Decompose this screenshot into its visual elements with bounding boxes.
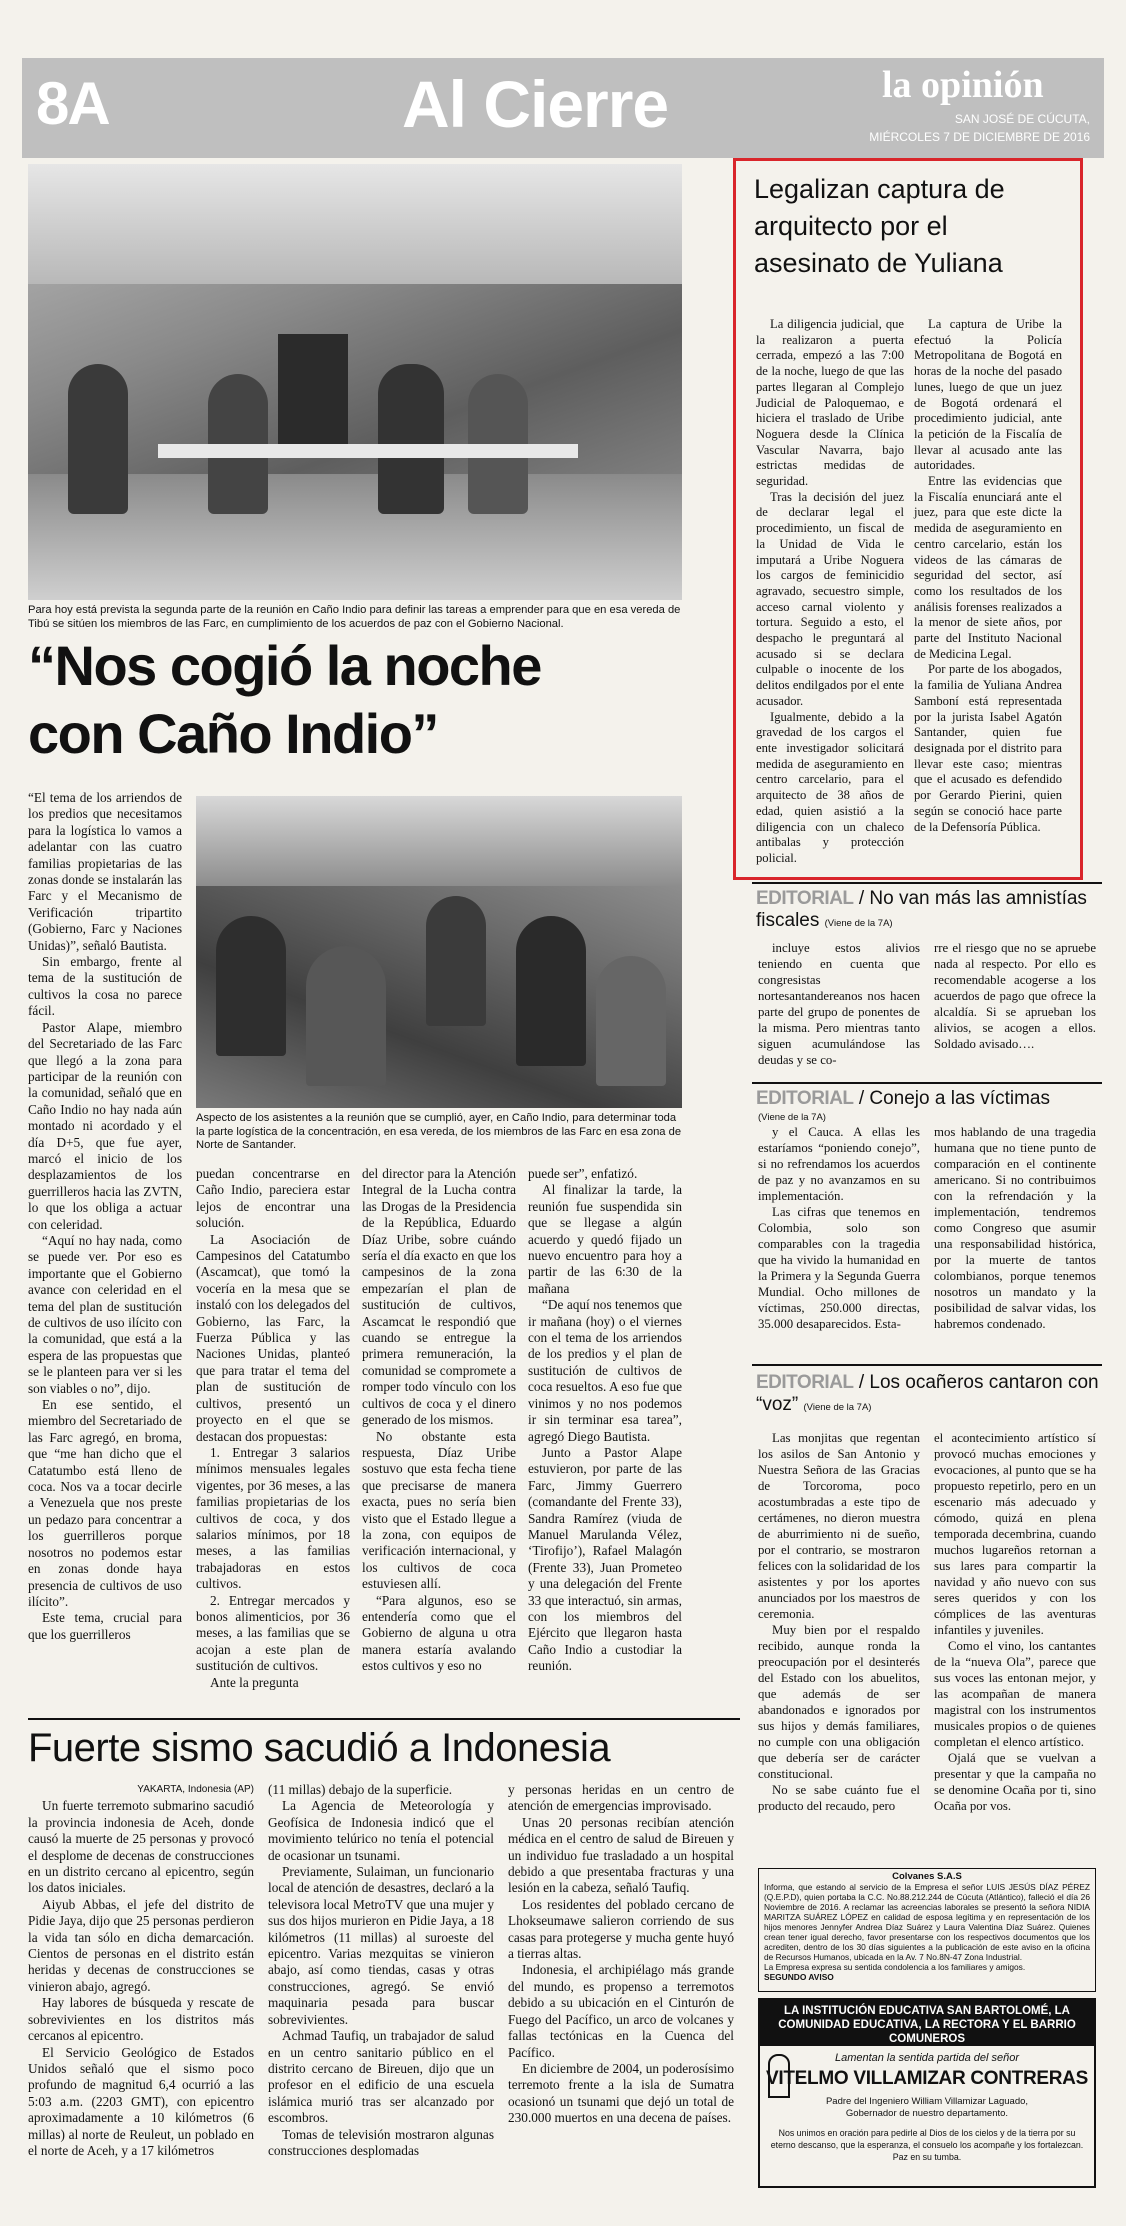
- paragraph: “Aquí no hay nada, como se puede ver. Por eso es importante que el Gobierno avance con celeridad en el tema del plan de sustitución de cultivos de uso ilícito con la comunidad, que está a la espera de las propuestas que se le planteen para ver si les son viables o no”, dijo.: [28, 1232, 182, 1396]
- notice1-title: Colvanes S.A.S: [892, 1871, 962, 1882]
- notice2-line2: COMUNIDAD EDUCATIVA, LA RECTORA Y EL BARRIO: [778, 2019, 1076, 2031]
- editorial2-header: [756, 1088, 1102, 1110]
- notice2-prayer1: Nos unimos en oración para pedirle al Dios de los cielos y de la tierra por su: [778, 2128, 1076, 2138]
- sidebar-headline: Legalizan captura de arquitecto por el asesinato de Yuliana: [754, 174, 1005, 278]
- divider: [752, 1082, 1102, 1084]
- paragraph: Igualmente, debido a la gravedad de los cargos el ente investigador solicitará medida de aseguramiento en centro carcelario, para el arquitecto de 38 años de edad, quien asistió a la diligencia con un chaleco antibalas y protección policial.: [756, 709, 904, 865]
- paragraph: Un fuerte terremoto submarino sacudió la provincia indonesia de Aceh, donde causó la muerte de 25 personas y provocó el desplome de decenas de construcciones en un distrito cercano al epicentro, según los datos iniciales.: [28, 1798, 254, 1896]
- paragraph: rre el riesgo que no se apruebe nada al respecto. Por ello es recomendable acogerse a los acuerdos de pago que ofrece la alcaldía. Si se aprueban los alivios, se acogen a ellos. Soldado avisado….: [934, 941, 1096, 1051]
- divider: [28, 1718, 740, 1720]
- paragraph: 1. Entregar 3 salarios mínimos mensuales legales vigentes, por 36 meses, a las familias propietarias de los cultivos de coca, y dos salarios mínimos, por 18 meses, a las familias trabajadoras en estos cultivos.: [196, 1444, 350, 1592]
- paragraph: Tras la decisión del juez de declarar legal el procedimiento, un fiscal de la Unidad de Vida le imputará a Uribe Noguera los cargos de feminicidio agravado, secuestro simple, acceso carnal violento y tortura. Seguido a esto, el despacho le preguntará al acusado si se declara culpable o inocente de los delitos endilgados por el ente acusador.: [756, 489, 904, 708]
- indonesia-column-3: [508, 1782, 734, 2127]
- paragraph: Aiyub Abbas, el jefe del distrito de Pidie Jaya, dijo que 25 personas perdieron la vida tan sólo en dicha demarcación. Cientos de personas en el distrito están heridas y decenas de construcciones se vinieron abajo, agregó.: [28, 1896, 254, 1994]
- notice1-aviso: SEGUNDO AVISO: [764, 1972, 834, 1982]
- main-story-column-3: [362, 1166, 516, 1675]
- paragraph: Tomas de televisión mostraron algunas construcciones desplomadas: [268, 2126, 494, 2158]
- editorial1-title-a: / No van más las amnistías: [858, 888, 1087, 909]
- indonesia-column-2: [268, 1782, 494, 2159]
- paragraph: La Asociación de Campesinos del Catatumbo (Ascamcat), que tomó la vocería en la mesa que se instaló con los delegados del Gobierno, las Farc, la Fuerza Pública y las Naciones Unidas, planteó que para tratar el tema del plan de sustitución de cultivos, presentó un proyecto en el que se destacan dos propuestas:: [196, 1231, 350, 1444]
- colvanes-notice: [758, 1868, 1096, 1992]
- paragraph: puede ser”, enfatizó.: [528, 1166, 638, 1181]
- paragraph: Los residentes del poblado cercano de Lhokseumawe salieron corriendo de sus casas para protegerse y mucha gente huyó a tierras altas.: [508, 1896, 734, 1962]
- indonesia-column-1: [28, 1782, 254, 2159]
- main-story-column-1: [28, 790, 182, 1643]
- paragraph: Por parte de los abogados, la familia de Yuliana Andrea Samboní está representada por la jurista Isabel Agatón Santander, quien fue designada por el distrito para llevar este caso; mientras que el acusado es defendido por Gerardo Pierini, quien según se conoció hace parte de la Defensoría Pública.: [914, 662, 1062, 834]
- paragraph: La diligencia judicial, que la realizaron a puerta cerrada, empezó a las 7:00 de la noche, luego de que las partes llegaran al Complejo Judicial de Paloquemao, e hiciera el traslado de Uribe Noguera desde la Clínica Vascular Navarra, bajo estrictas medidas de seguridad.: [756, 317, 904, 489]
- paragraph: Unas 20 personas recibían atención médica en el centro de salud de Bireuen y un individuo fue trasladado a un hospital debido a que presentaba fracturas y una lesión en la cabeza, señaló Taufiq.: [508, 1814, 734, 1896]
- main-story-column-2: [196, 1166, 350, 1691]
- paragraph: el acontecimiento artístico sí provocó muchas emociones y evocaciones, al punto que se ha propuesto repetirlo, pero en un escenario más adecuado y cómodo, quizá en plena temporada decembrina, cuando muchos lugareños retornan a sus lares para compartir la navidad y año nuevo con sus seres queridos y con los cómplices de las aventuras infantiles y juveniles.: [934, 1431, 1096, 1637]
- paragraph: No obstante esta respuesta, Díaz Uribe sostuvo que esta fecha tiene que precisarse de manera exacta, pues no sería bien visto que el Estado llegue a la zona, con equipos de verificación internacional, y los cultivos de coca estuviesen allí.: [362, 1428, 516, 1592]
- indonesia-headline: Fuerte sismo sacudió a Indonesia: [28, 1726, 611, 1770]
- editorial2-title: / Conejo a las víctimas: [858, 1088, 1050, 1109]
- paragraph: y el Cauca. A ellas les estaríamos “poniendo conejo”, si no refrendamos los acuerdos de paz y no avanzamos en su implementación.: [758, 1125, 920, 1203]
- divider: [752, 882, 1102, 884]
- paragraph: y personas heridas en un centro de atención de emergencias improvisado.: [508, 1782, 734, 1814]
- main-headline-line2: con Caño Indio”: [28, 702, 438, 765]
- divider: [752, 1364, 1102, 1366]
- photo1-caption: Para hoy está prevista la segunda parte de la reunión en Caño Indio para definir las tareas a emprender para que en esa vereda de Tibú se sitúen los miembros de las Farc, en cumplimiento de los acuerdos de paz con el Gobierno Nacional.: [28, 604, 681, 630]
- paragraph: En diciembre de 2004, un poderosísimo terremoto frente a la isla de Sumatra ocasionó un tsunami que dejó un total de 230.000 muertos en una decena de países.: [508, 2060, 734, 2126]
- paragraph: Al finalizar la tarde, la reunión fue suspendida sin que se llegase a algún acuerdo y quedó fijado un nuevo encuentro para hoy a partir de las 6:30 de la mañana: [528, 1182, 682, 1296]
- photo2-caption: Aspecto de los asistentes a la reunión que se cumplió, ayer, en Caño Indio, para determinar toda la parte logística de la concentración, en esa vereda, de los miembros de las Farc en esa zona de Norte de Santander.: [196, 1112, 682, 1151]
- paragraph: Previamente, Sulaiman, un funcionario local de atención de desastres, declaró a la televisora local MetroTV que una mujer y sus dos hijos murieron en Pidie Jaya, a 18 kilómetros (11 millas) al suroeste del epicentro. Varias mezquitas se vinieron abajo, así como tiendas, casas y otras construcciones, agregó. Se envió maquinaria pesada para buscar sobrevivientes.: [268, 1864, 494, 2027]
- paragraph: Entre las evidencias que la Fiscalía enunciará ante el juez, para que este dicte la medida de aseguramiento en centro carcelario, están los videos de las cámaras de seguridad del sector, así como los resultados de los análisis forenses realizados a la menor de siete años, por parte del Instituto Nacional de Medicina Legal.: [914, 474, 1062, 661]
- editorial1-tag: EDITORIAL: [756, 888, 854, 909]
- editorial1-column-2: [934, 940, 1096, 1052]
- editorial1-column-1: [758, 940, 920, 1068]
- editorial1-cont: (Viene de la 7A): [824, 918, 893, 929]
- paragraph: En ese sentido, el miembro del Secretariado de las Farc agregó, en broma, que “me han dicho que el Catatumbo está lleno de coca. Nos va a tocar decirle a Venezuela que nos preste un pedazo para concentrar a los guerrilleros porque nosotros no podemos estar en zonas donde haya presencia de cultivos de uso ilícito”.: [28, 1397, 182, 1609]
- paragraph: La Agencia de Meteorología y Geofísica de Indonesia indicó que el movimiento telúrico no tenía el potencial de ocasionar un tsunami.: [268, 1798, 494, 1863]
- paragraph: del director para la Atención Integral de la Lucha contra las Drogas de la Presidencia de la República, Eduardo Díaz Uribe, sobre cuándo sería el día exacto en que los campesinos de la zona empezarían el plan de sustitución de cultivos, Ascamcat le respondió que cuando se entregue la primera remuneración, la comunidad se compromete a romper todo vínculo con los cultivos de coca y el dinero generado de los mismos.: [362, 1166, 516, 1428]
- indonesia-dateline: YAKARTA, Indonesia (AP): [137, 1784, 254, 1795]
- paragraph: Junto a Pastor Alape estuvieron, por parte de las Farc, Jimmy Guerrero (comandante del Frente 33), Sandra Ramírez (viuda de Manuel Marulanda Vélez, ‘Tirofijo’), Rafael Malagón (Frente 33), Juan Prometeo y una delegación del Frente 33 que interactuó, sin armas, con los miembros del Ejército que llegaron hasta Caño Indio a custodiar la reunión.: [528, 1444, 682, 1674]
- paragraph: (11 millas) debajo de la superficie.: [268, 1782, 453, 1797]
- paragraph: Indonesia, el archipiélago más grande del mundo, es propenso a terremotos debido a su ubicación en el Cinturón de Fuego del Pacífico, un arco de volcanes y fallas tectónicas en la Cuenca del Pacífico.: [508, 1962, 734, 2060]
- paragraph: Ante la pregunta: [210, 1674, 299, 1690]
- paragraph: El Servicio Geológico de Estados Unidos señaló que el sismo poco profundo de magnitud 6,4 ocurrió a las 5:03 a.m. (2203 GMT), con epicentro aproximadamente a 10 kilómetros (6 millas) al norte de Reuleut, un poblado en el norte de Aceh, y a 17 kilómetros: [28, 2044, 254, 2158]
- header-date: MIÉRCOLES 7 DE DICIEMBRE DE 2016: [869, 130, 1090, 144]
- notice2-prayer2: eterno descanso, que la esperanza, el consuelo los acompañe y los fortalezcan.: [770, 2140, 1084, 2150]
- paragraph: Sin embargo, frente al tema de la sustitución de cultivos la cosa no parece fácil.: [28, 954, 182, 1019]
- editorial3-header: [756, 1372, 1102, 1419]
- paragraph: No se sabe cuánto fue el producto del recaudo, pero: [758, 1783, 920, 1813]
- paragraph: Este tema, crucial para que los guerrilleros: [28, 1610, 182, 1642]
- paragraph: La captura de Uribe la efectuó la Policía Metropolitana de Bogotá en horas de la noche del pasado lunes, luego de que un juez de Bogotá ordenará el procedimiento judicial, ante la petición de la Fiscalía de llevar al acusado ante las autoridades.: [914, 317, 1062, 473]
- paragraph: incluye estos alivios teniendo en cuenta que congresistas nortesantandereanos nos hacen parte del grupo de ponentes de la misma. Pero mientras tanto siguen acumulándose las deudas y se co-: [758, 941, 920, 1067]
- notice2-lament: Lamentan la sentida partida del señor: [834, 2052, 1020, 2064]
- notice2-relation2: Gobernador de nuestro departamento.: [845, 2108, 1009, 2119]
- editorial3-cont: (Viene de la 7A): [803, 1402, 872, 1413]
- editorial2-cont: (Viene de la 7A): [758, 1112, 826, 1123]
- editorial2-tag: EDITORIAL: [756, 1088, 854, 1109]
- notice2-relation1: Padre del Ingeniero William Villamizar Laguado,: [825, 2096, 1029, 2107]
- editorial1-title-b: fiscales: [756, 910, 820, 931]
- editorial2-column-2: [934, 1124, 1096, 1332]
- paragraph: “El tema de los arriendos de los predios que necesitamos para la logística lo vamos a adelantar con las cuatro familias propietarias de las zonas donde se instalarán las Farc y el Mecanismo de Verificación tripartito (Gobierno, Farc y Naciones Unidas)”, señaló Bautista.: [28, 790, 182, 953]
- sidebar-column-2: [914, 317, 1062, 835]
- section-title: Al Cierre: [402, 67, 669, 141]
- main-headline-line1: “Nos cogió la noche: [28, 634, 541, 697]
- notice1-body: Informa, que estando al servicio de la Empresa el señor LUIS JESÚS DÍAZ PÉREZ (Q.E.P.D), quien portaba la C.C. No.88.212.244 de Cúcuta (Atlántico), falleció el día 26 Noviembre de 2016. A reclamar las acreencias laborales se presentó la señora NIDIA MARITZA SUÁREZ LÓPEZ en calidad de esposa legítima y en representación de los hijos menores Jennyfer Andrea Díaz Suárez y Laura Valentina Díaz Suárez. Quienes crean tener igual derecho, favor presentarse con los respectivos documentos que los acrediten, dentro de los 30 días siguientes a la publicación de este aviso en la oficina de Recursos Humanos, ubicada en la Av. 7 No.8N-47 Zona Industrial.: [764, 1882, 1090, 1962]
- paragraph: “De aquí nos tenemos que ir mañana (hoy) o el viernes con el tema de los arriendos de los predios y el plan de sustitución de cultivos de coca resueltos. A eso fue que vinimos y no nos podemos ir sin terminar esa tarea”, agregó Diego Bautista.: [528, 1297, 682, 1444]
- paragraph: Achmad Taufiq, un trabajador de salud en un centro sanitario público en el distrito cercano de Bireuen, dijo que un profesor en el edificio de una escuela islámica murió tras ser alcanzado por escombros.: [268, 2028, 494, 2126]
- main-story-column-4: [528, 1166, 682, 1675]
- editorial3-tag: EDITORIAL: [756, 1372, 854, 1393]
- page-number: 8A: [36, 70, 109, 137]
- editorial3-column-2: [934, 1430, 1096, 1814]
- paragraph: Las monjitas que regentan los asilos de San Antonio y Nuestra Señora de las Gracias de Torcoroma, poco acostumbradas a este tipo de certámenes, no dieron muestra de aburrimiento ni de sueño, por el contrario, se mostraron felices con la solidaridad de los asistentes y por los aportes anunciados por los maestros de ceremonia.: [758, 1431, 920, 1621]
- paragraph: “Para algunos, eso se entendería como que el Gobierno de alguna u otra manera estaría avalando estos cultivos y eso no: [362, 1592, 516, 1674]
- notice2-line1: LA INSTITUCIÓN EDUCATIVA SAN BARTOLOMÉ, LA: [783, 2005, 1070, 2017]
- notice2-prayer3: Paz en su tumba.: [892, 2152, 962, 2162]
- editorial3-title-a: / Los ocañeros cantaron con: [858, 1372, 1099, 1393]
- paragraph: Pastor Alape, miembro del Secretariado de las Farc que llegó a la zona para participar de la reunión con la comunidad, señaló que en Caño Indio no hay nada aún montado ni acordado y el día D+5, que fue ayer, marcó el inicio de los desplazamientos de los guerrilleros hacia las ZVTN, lo que los obliga a actuar con celeridad.: [28, 1019, 182, 1232]
- paragraph: 2. Entregar mercados y bonos alimenticios, por 36 meses, a las familias que se acojan a este plan de sustitución de cultivos.: [196, 1592, 350, 1674]
- newspaper-logo: la opinión: [882, 64, 1044, 106]
- sidebar-story-box: [733, 158, 1083, 880]
- page-header: [22, 58, 1104, 158]
- notice1-footer: La Empresa expresa su sentida condolencia a los familiares y amigos.: [764, 1962, 1026, 1972]
- paragraph: mos hablando de una tragedia humana que no tiene punto de comparación en el continente americano. Si no contribuimos con la refrendación y la implementación, tendremos como Congreso que asumir una responsabilidad histórica, por la muerte de tantos colombianos, porque tenemos nosotros un mandato y la posibilidad de salvar vidas, los habremos condenado.: [934, 1125, 1096, 1331]
- paragraph: puedan concentrarse en Caño Indio, pareciera estar lejos de encontrar una solución.: [196, 1166, 350, 1231]
- notice2-name: VITELMO VILLAMIZAR CONTRERAS: [766, 2068, 1088, 2089]
- paragraph: Las cifras que tenemos en Colombia, solo son comparables con la tragedia que ha vivido la humanidad en la Primera y la Segunda Guerra Mundial. Ocho millones de víctimas, 250.000 directas, 35.000 desaparecidos. Esta-: [758, 1205, 920, 1331]
- sidebar-column-1: [756, 317, 904, 867]
- editorial3-title-b: “voz”: [756, 1394, 799, 1415]
- notice2-header-band: [760, 2000, 1094, 2046]
- header-city: SAN JOSÉ DE CÚCUTA,: [954, 112, 1090, 126]
- paragraph: Ojalá que se vuelvan a presentar y que la campaña no se denomine Ocaña por ti, sino Ocaña por vos.: [934, 1751, 1096, 1813]
- paragraph: Como el vino, los cantantes de la “nueva Ola”, parece que sus voces las entonan mejor, y las acompañan de manera magistral con los instrumentos musicales propios o de quienes completan el elenco artístico.: [934, 1639, 1096, 1749]
- editorial2-column-1: [758, 1124, 920, 1332]
- notice2-line3: COMUNEROS: [888, 2033, 966, 2045]
- paragraph: Muy bien por el respaldo recibido, aunque ronda la preocupación por el desinterés del Estado con los abuelitos, que además de ser abandonados e ignorados por sus hijos y demás familiares, no cumple con una obligación que debería ser de carácter constitucional.: [758, 1623, 920, 1781]
- condolence-notice: [758, 1998, 1096, 2188]
- editorial3-column-1: [758, 1430, 920, 1814]
- attendees-photo: [196, 796, 682, 1108]
- paragraph: Hay labores de búsqueda y rescate de sobrevivientes en los distritos más cercanos al epicentro.: [28, 1995, 254, 2044]
- editorial1-header: [756, 888, 1102, 935]
- meeting-photo: [28, 164, 682, 600]
